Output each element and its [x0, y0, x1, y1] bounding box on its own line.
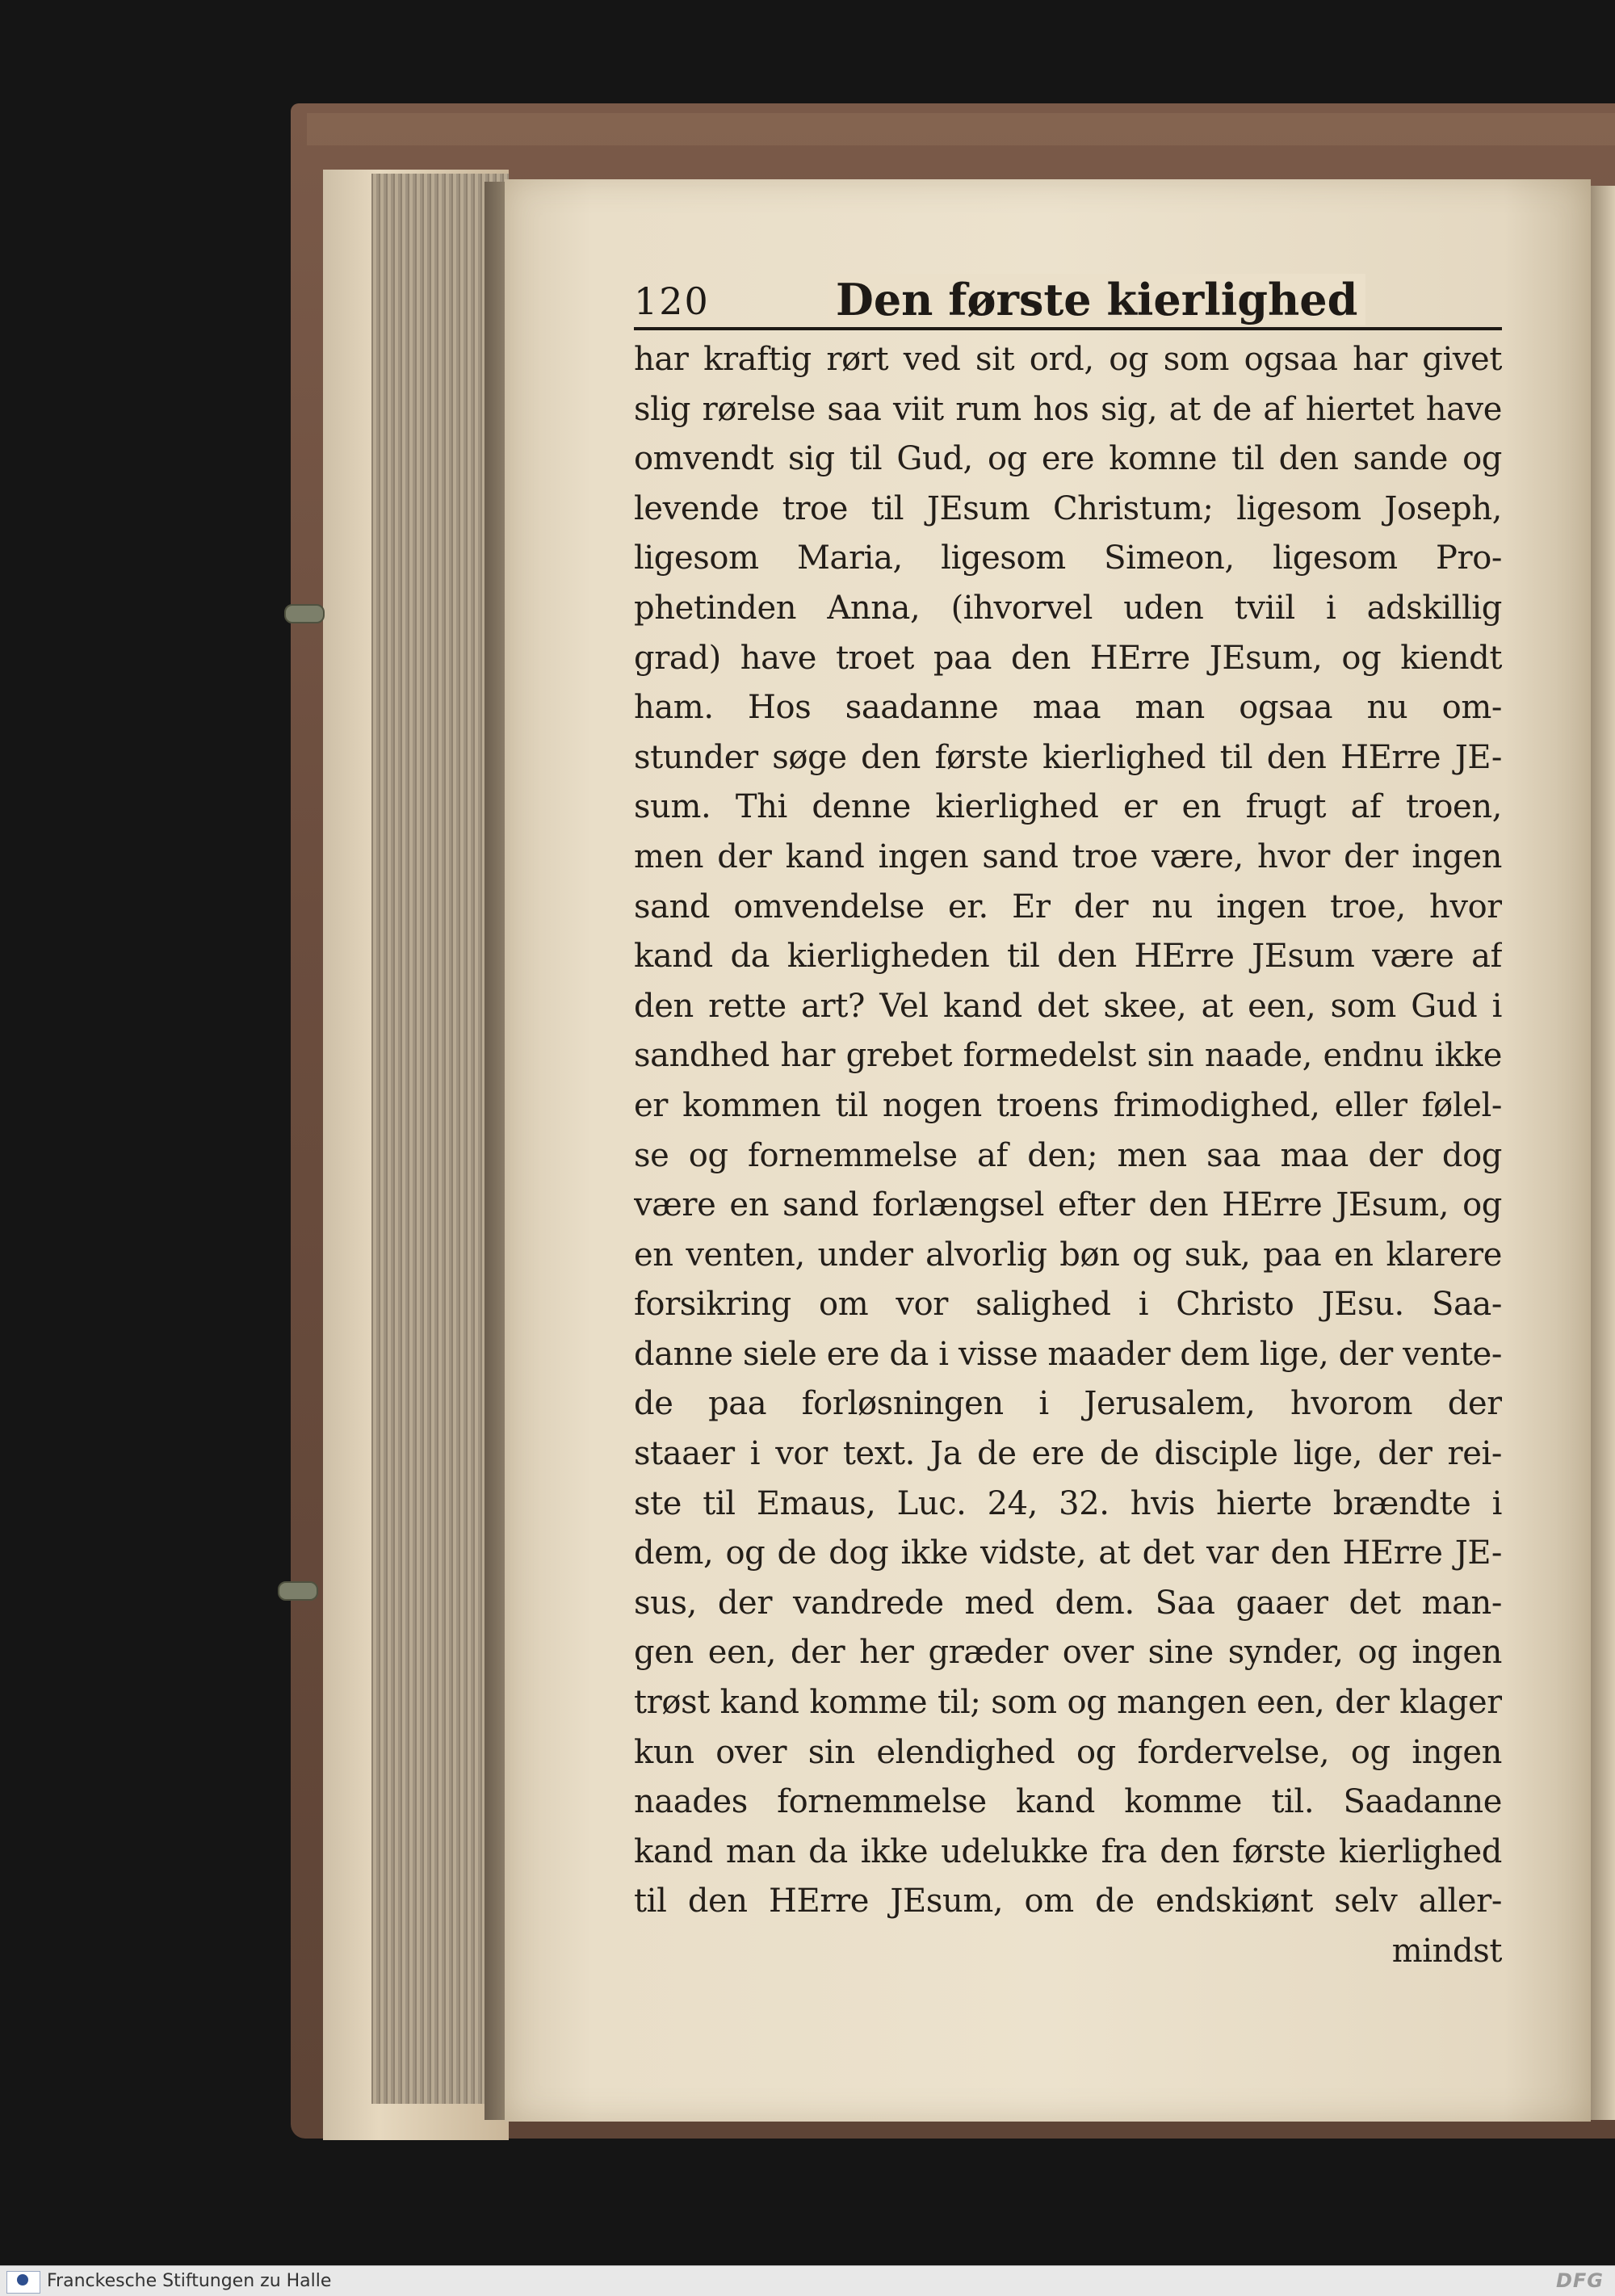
running-title: Den første kierlighed: [828, 274, 1365, 325]
cover-edge: [307, 113, 1615, 145]
text-line: kand da kierligheden til den HErre JEsum være af: [634, 938, 1502, 976]
page-header: [634, 274, 1502, 330]
text-line: omvendt sig til Gud, og ere komne til den sande og: [634, 440, 1502, 478]
clasp-icon: [284, 604, 325, 623]
text-line: slig rørelse saa viit rum hos sig, at de af hiertet have: [634, 390, 1502, 428]
text-line: sand omvendelse er. Er der nu ingen troe, hvor: [634, 888, 1502, 926]
footer-bar: [0, 2265, 1615, 2296]
text-line: staaer i vor text. Ja de ere de disciple lige, der rei-: [634, 1435, 1502, 1473]
text-line: men der kand ingen sand troe være, hvor der ingen: [634, 837, 1502, 875]
text-line: de paa forløsningen i Jerusalem, hvorom der: [634, 1385, 1502, 1423]
text-line: levende troe til JEsum Christum; ligesom Joseph,: [634, 489, 1502, 527]
clasp-icon: [278, 1581, 318, 1601]
text-line: ligesom Maria, ligesom Simeon, ligesom Pro-: [634, 539, 1502, 577]
page-number: 120: [634, 279, 710, 323]
text-line: gen een, der her græder over sine synder, og ingen: [634, 1634, 1502, 1672]
text-line: se og fornemmelse af den; men saa maa der dog: [634, 1136, 1502, 1174]
text-line: phetinden Anna, (ihvorvel uden tviil i adskillig: [634, 589, 1502, 627]
catchword: mindst: [1391, 1933, 1502, 1970]
text-line: den rette art? Vel kand det skee, at een, som Gud i: [634, 987, 1502, 1025]
page-edge-right: [1591, 186, 1615, 2120]
text-line: er kommen til nogen troens frimodighed, eller følel-: [634, 1086, 1502, 1124]
text-line: naades fornemmelse kand komme til. Saadanne: [634, 1783, 1502, 1821]
body-text: [634, 335, 1502, 1977]
text-line: ham. Hos saadanne maa man ogsaa nu om-: [634, 689, 1502, 727]
text-line: forsikring om vor salighed i Christo JEsu. Saa-: [634, 1286, 1502, 1324]
text-line: dem, og de dog ikke vidste, at det var den HErre JE-: [634, 1534, 1502, 1572]
dfg-logo: DFG: [1555, 2269, 1604, 2292]
text-line: sandhed har grebet formedelst sin naade, endnu ikke: [634, 1037, 1502, 1075]
text-line: har kraftig rørt ved sit ord, og som ogsaa har givet: [634, 341, 1502, 378]
text-line: trøst kand komme til; som og mangen een, der klager: [634, 1684, 1502, 1722]
text-line: sus, der vandrede med dem. Saa gaaer det man-: [634, 1584, 1502, 1622]
text-line: stunder søge den første kierlighed til den HErre JE-: [634, 738, 1502, 776]
text-line: sum. Thi denne kierlighed er en frugt af troen,: [634, 788, 1502, 826]
institution-logo-icon: [6, 2271, 40, 2294]
institution-name: Franckesche Stiftungen zu Halle: [47, 2271, 332, 2291]
text-line: ste til Emaus, Luc. 24, 32. hvis hierte brændte i: [634, 1484, 1502, 1522]
text-line: til den HErre JEsum, om de endskiønt selv aller-: [634, 1883, 1502, 1920]
text-line: en venten, under alvorlig bøn og suk, paa en klarere: [634, 1236, 1502, 1274]
text-line: være en sand forlængsel efter den HErre JEsum, og: [634, 1186, 1502, 1224]
text-line: kun over sin elendighed og fordervelse, og ingen: [634, 1733, 1502, 1771]
text-line: kand man da ikke udelukke fra den første kierlighed: [634, 1832, 1502, 1870]
text-line: grad) have troet paa den HErre JEsum, og kiendt: [634, 639, 1502, 677]
text-line: danne siele ere da i visse maader dem lige, der vente-: [634, 1335, 1502, 1373]
